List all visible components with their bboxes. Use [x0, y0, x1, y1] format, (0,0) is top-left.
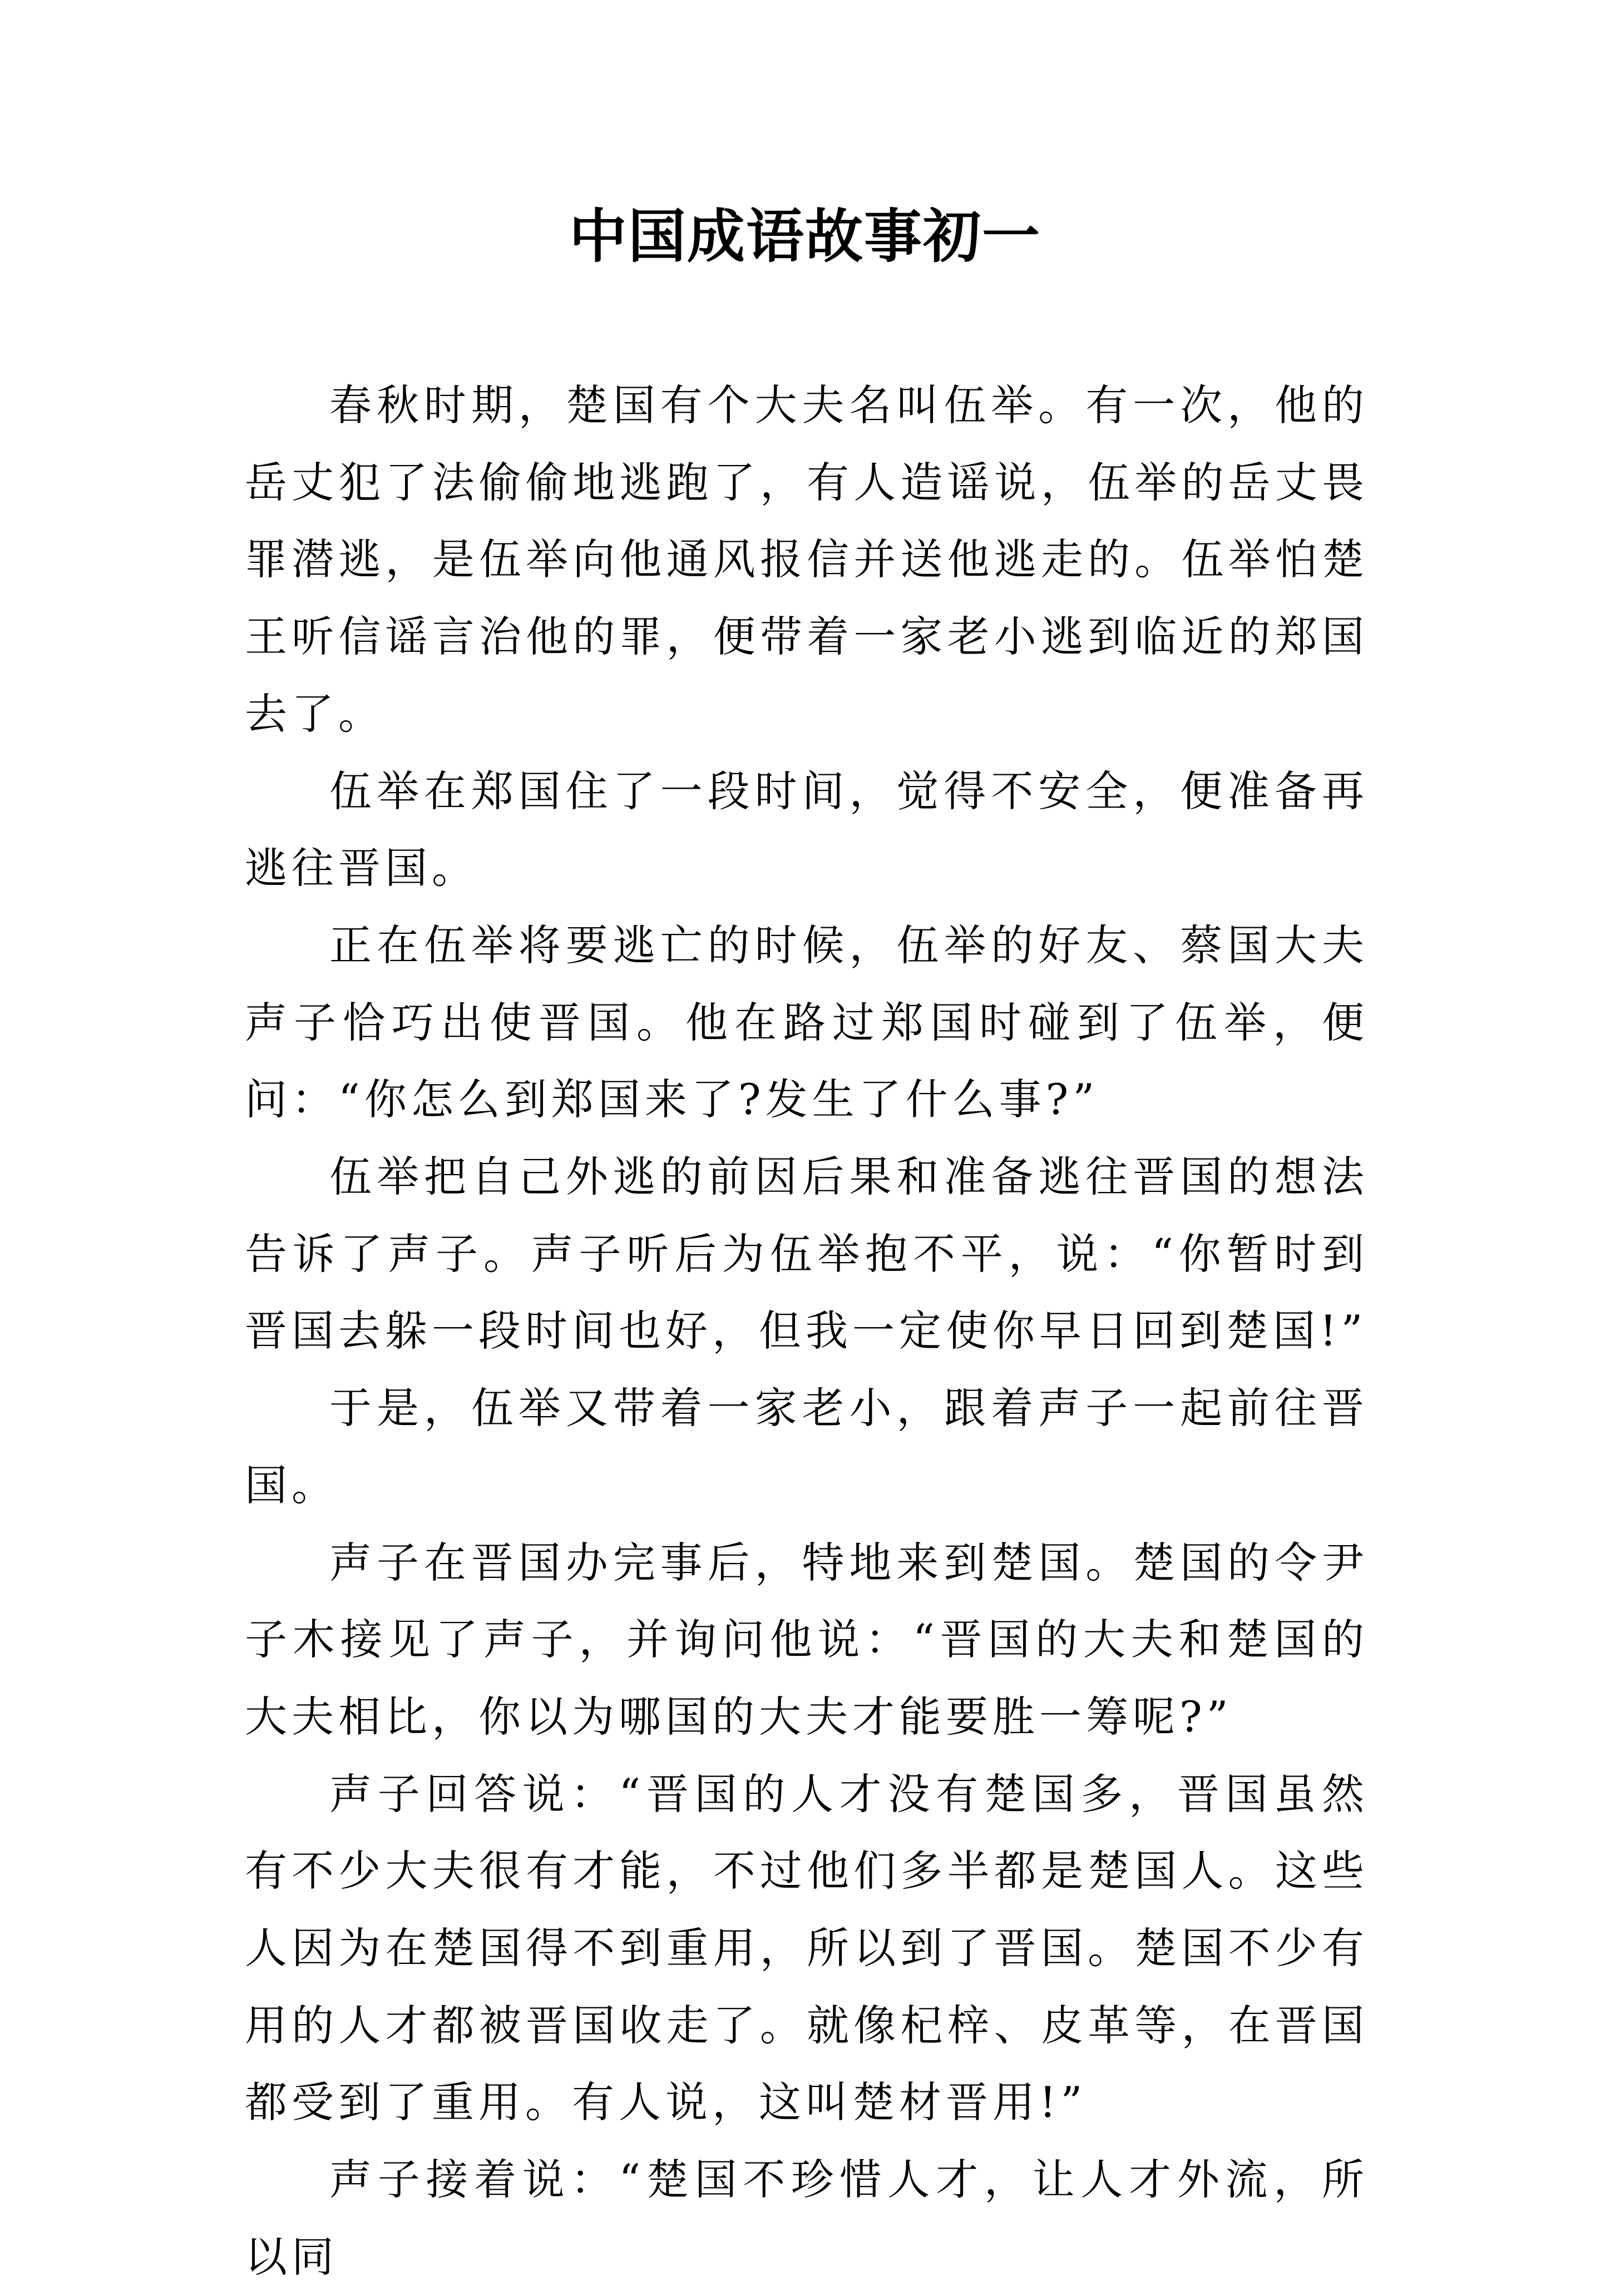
- paragraph-1: 春秋时期，楚国有个大夫名叫伍举。有一次，他的岳丈犯了法偷偷地逃跑了，有人造谣说，伍举的岳丈畏罪潜逃，是伍举向他通风报信并送他逃走的。伍举怕楚王听信谣言治他的罪，便带着一家老小逃到临近的郑国去了。: [245, 380, 1369, 739]
- paragraph-5: 于是，伍举又带着一家老小，跟着声子一起前往晋国。: [245, 1383, 1369, 1510]
- paragraph-8: 声子接着说：“楚国不珍惜人才，让人才外流，所以同: [245, 2155, 1369, 2282]
- document-body: [245, 367, 1369, 2296]
- paragraph-6: 声子在晋国办完事后，特地来到楚国。楚国的令尹子木接见了声子，并询问他说：“晋国的大夫和楚国的大夫相比，你以为哪国的大夫才能要胜一筹呢?”: [245, 1537, 1369, 1741]
- paragraph-2: 伍举在郑国住了一段时间，觉得不安全，便准备再逃往晋国。: [245, 766, 1369, 893]
- paragraph-4: 伍举把自己外逃的前因后果和准备逃往晋国的想法告诉了声子。声子听后为伍举抱不平，说：“你暂时到晋国去躲一段时间也好，但我一定使你早日回到楚国!”: [245, 1152, 1369, 1356]
- paragraph-7: 声子回答说：“晋国的人才没有楚国多，晋国虽然有不少大夫很有才能，不过他们多半都是楚国人。这些人因为在楚国得不到重用，所以到了晋国。楚国不少有用的人才都被晋国收走了。就像杞梓、皮革等，在晋国都受到了重用。有人说，这叫楚材晋用!”: [245, 1769, 1369, 2127]
- document-title: 中国成语故事初一: [569, 202, 1041, 270]
- paragraph-3: 正在伍举将要逃亡的时候，伍举的好友、蔡国大夫声子恰巧出使晋国。他在路过郑国时碰到了伍举，便问：“你怎么到郑国来了?发生了什么事?”: [245, 920, 1369, 1125]
